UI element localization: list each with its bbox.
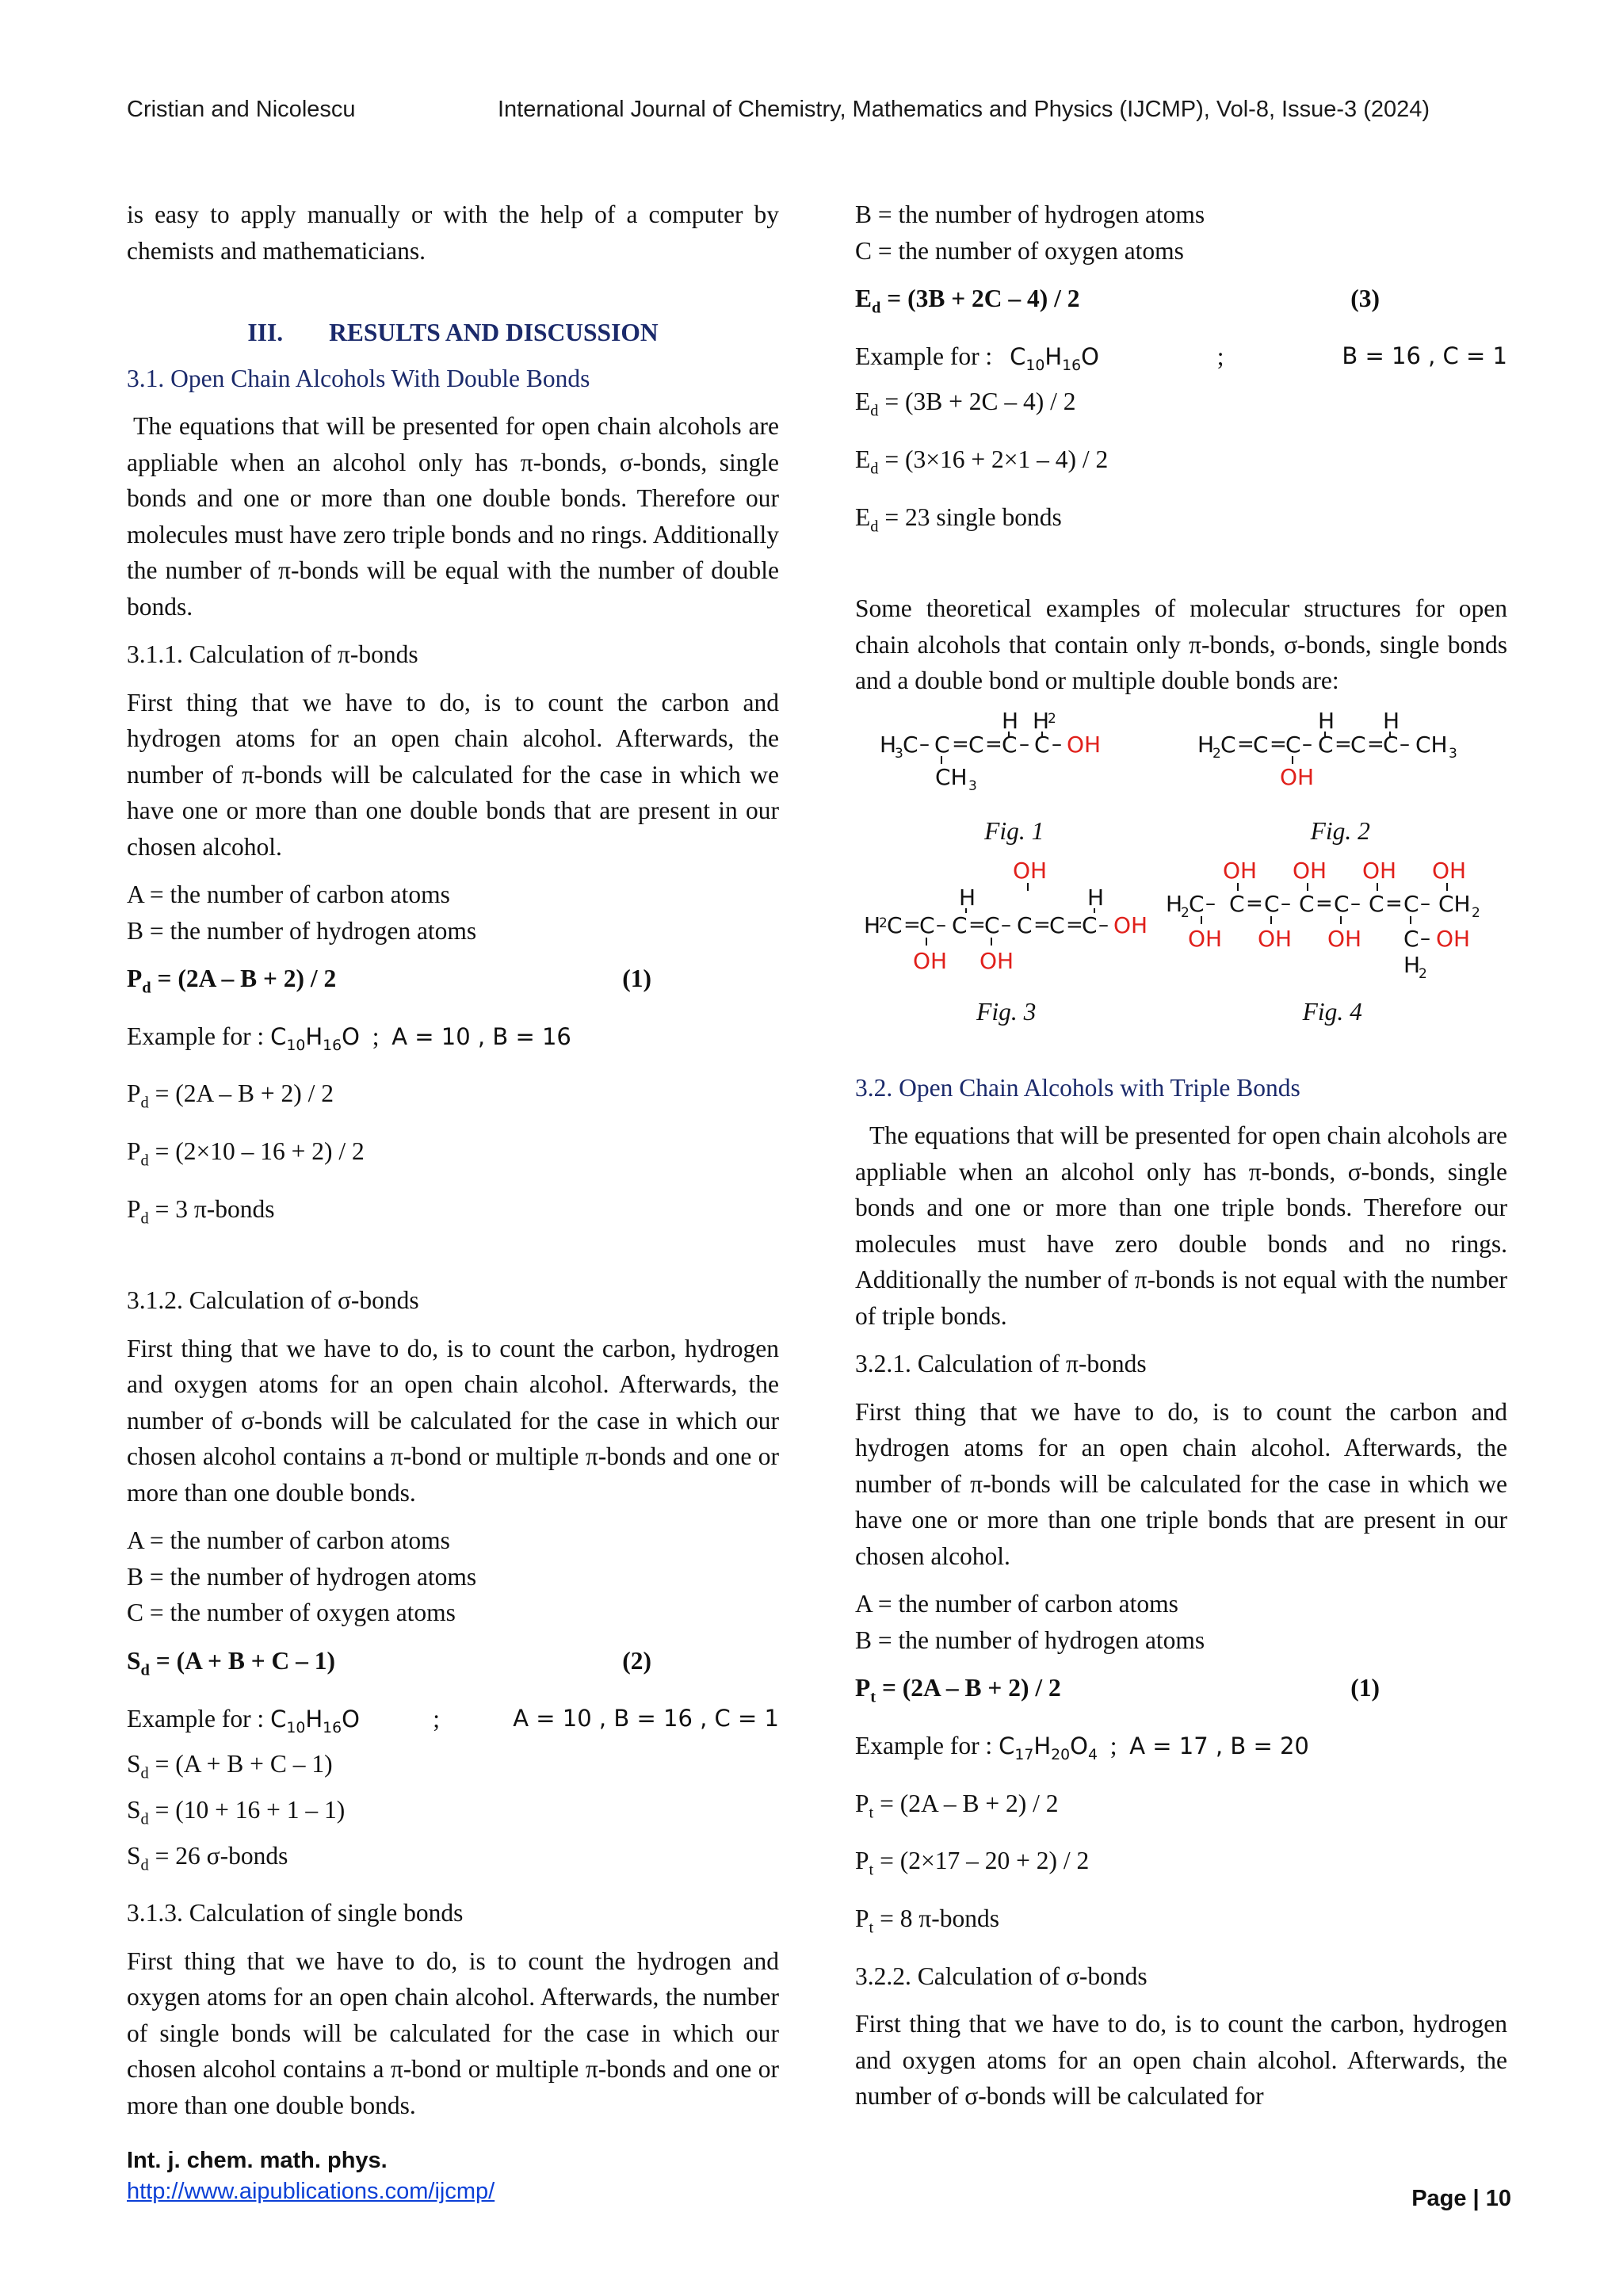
svg-text:OH: OH	[1066, 731, 1101, 758]
structure-fig-4	[1166, 858, 1499, 984]
svg-text:–: –	[1420, 926, 1431, 950]
caption-fig-4: Fig. 4	[1302, 998, 1362, 1026]
svg-text:H: H	[1318, 708, 1335, 734]
svg-text:C: C	[1403, 890, 1419, 917]
svg-text:OH: OH	[1188, 925, 1223, 952]
r-definition-b: B = the number of hydrogen atoms	[855, 201, 1205, 228]
svg-text:–: –	[1051, 732, 1062, 756]
svg-text:–: –	[1302, 732, 1313, 756]
definition-b-2: B = the number of hydrogen atoms	[127, 1562, 477, 1591]
svg-text:2: 2	[878, 915, 888, 931]
svg-text:–: –	[1098, 912, 1109, 937]
svg-text:C: C	[934, 731, 950, 758]
page-footer	[127, 2148, 1511, 2211]
svg-text:–: –	[918, 732, 930, 756]
svg-text:H: H	[1166, 890, 1183, 917]
svg-text:C: C	[1383, 731, 1399, 758]
paragraph-3-1-3: First thing that we have to do, is to count the hydrogen and oxygen atoms for an open chain alcohol. Afterwards, the number of single bonds will be calculated for the case in which our chosen alcohol contains a π-bond or multiple π-bonds and one or more than one double bonds.	[127, 1946, 779, 2119]
sd-step-2: $S_d = (10 + 16 + 1 - 1)$	[127, 1795, 346, 1828]
svg-text:OH: OH	[912, 947, 947, 974]
definition-a: A = the number of carbon atoms	[127, 881, 450, 908]
svg-text:H: H	[879, 731, 896, 758]
figure-4	[1166, 858, 1499, 1030]
svg-text:OH: OH	[1113, 911, 1148, 938]
svg-text:H: H	[1403, 951, 1421, 978]
svg-text:C: C	[1318, 731, 1334, 758]
subsection-3-2-1-title: 3.2.1. Calculation of π-bonds	[855, 1350, 1147, 1378]
svg-text:C: C	[902, 731, 918, 758]
svg-text:OH: OH	[1436, 925, 1471, 952]
definition-c: C = the number of oxygen atoms	[127, 1599, 456, 1627]
ed-step-3: $E_d = 23$ single bonds	[855, 502, 1062, 535]
figure-row-1	[855, 709, 1507, 850]
example-1: Example for : $C_{10}H_{16}O$ ; A = 10 , B = 16	[127, 1022, 571, 1054]
svg-text:OH: OH	[1223, 857, 1258, 884]
running-header-journal: International Journal of Chemistry, Mathematics and Physics (IJCMP), Vol-8, Issue-3 (2024)	[498, 97, 1430, 122]
svg-text:C: C	[1403, 925, 1419, 952]
caption-fig-1: Fig. 1	[984, 817, 1044, 846]
svg-text:=: =	[1270, 732, 1288, 756]
svg-text:C: C	[1001, 731, 1018, 758]
svg-text:C: C	[1299, 890, 1315, 917]
subsection-3-1-1-title: 3.1.1. Calculation of π-bonds	[127, 640, 418, 668]
running-header-authors: Cristian and Nicolescu	[127, 97, 356, 122]
svg-text:2: 2	[1419, 965, 1428, 982]
svg-text:C: C	[1033, 731, 1050, 758]
svg-text:C: C	[1350, 731, 1366, 758]
equation-3: $E_d = (3B + 2C - 4) / 2$ (3)	[855, 285, 1380, 317]
equation-2: $S_d = (A + B + C - 1)$ (2)	[127, 1646, 651, 1679]
structure-fig-2	[1197, 709, 1483, 804]
svg-text:OH: OH	[1293, 857, 1327, 884]
svg-text:=: =	[951, 732, 969, 756]
subsection-3-2-title: 3.2. Open Chain Alcohols with Triple Bonds	[855, 1073, 1300, 1102]
ed-step-1: $E_d = (3B + 2C - 4) / 2$	[855, 388, 1076, 420]
example-2: Example for : $C_{10}H_{16}O$ ; A = 10 , B = 16 , C = 1	[127, 1704, 779, 1736]
svg-text:=: =	[1335, 732, 1353, 756]
subsection-3-1-2-title: 3.1.2. Calculation of σ-bonds	[127, 1286, 419, 1315]
paragraph-3-1-2: First thing that we have to do, is to count the carbon, hydrogen and oxygen atoms for an open chain alcohol. Afterwards, the number of σ-bonds will be calculated for the case in which our chosen alcohol contains a π-bond or multiple π-bonds and one or more than one double bonds.	[127, 1334, 779, 1507]
svg-text:C: C	[1334, 890, 1350, 917]
pd-step-3: $P_d = 3$ π-bonds	[127, 1194, 275, 1227]
equation-1: $P_d = (2A - B + 2) / 2$ (1)	[127, 965, 651, 997]
svg-text:H: H	[1001, 708, 1018, 734]
svg-text:C: C	[983, 911, 1000, 938]
svg-text:–: –	[1000, 912, 1011, 937]
page-number: Page | 10	[1411, 2186, 1511, 2211]
r-definition-b-2: B = the number of hydrogen atoms	[855, 1626, 1205, 1654]
svg-text:2: 2	[1181, 904, 1190, 921]
figure-3	[864, 858, 1149, 1030]
svg-text:–: –	[1205, 891, 1216, 915]
svg-text:=: =	[1316, 891, 1334, 915]
svg-text:=: =	[1385, 891, 1403, 915]
svg-text:C: C	[1081, 911, 1098, 938]
svg-text:CH: CH	[1438, 890, 1471, 917]
svg-text:OH: OH	[1327, 925, 1362, 952]
svg-text:C: C	[951, 911, 968, 938]
svg-text:–: –	[1281, 891, 1292, 915]
svg-text:=: =	[1367, 732, 1385, 756]
svg-text:–: –	[1018, 732, 1029, 756]
svg-text:C: C	[1264, 890, 1280, 917]
svg-text:OH: OH	[979, 947, 1014, 974]
ed-step-2: $E_d = (3\times 16 + 2\times 1 - 4) / 2$	[855, 445, 1109, 478]
svg-text:H: H	[1383, 708, 1400, 734]
pd-step-1: $P_d = (2A - B + 2) / 2$	[127, 1079, 334, 1112]
svg-text:3: 3	[1449, 745, 1458, 762]
paragraph-3-2-2: First thing that we have to do, is to count the carbon, hydrogen and oxygen atoms for an open chain alcohol. Afterwards, the number of σ-bonds will be calculated for	[855, 2010, 1507, 2111]
svg-text:CH: CH	[1415, 731, 1448, 758]
figure-row-2	[855, 858, 1507, 1030]
svg-text:C: C	[1285, 731, 1301, 758]
section-heading: III. RESULTS AND DISCUSSION	[247, 319, 659, 346]
svg-text:=: =	[1033, 912, 1051, 937]
svg-text:H: H	[958, 884, 976, 911]
left-column	[127, 197, 779, 2123]
right-column	[855, 197, 1507, 2115]
svg-text:C: C	[1189, 890, 1205, 917]
svg-text:–: –	[935, 912, 946, 937]
paragraph-3-1-1: First thing that we have to do, is to count the carbon and hydrogen atoms for an open chain alcohol. Afterwards, the number of π-bonds will be calculated for the case in which we have one or more than one double bonds that are present in our chosen alcohol.	[127, 688, 779, 861]
svg-text:CH: CH	[934, 763, 968, 790]
structure-fig-1	[880, 709, 1149, 804]
svg-text:2: 2	[1212, 745, 1222, 762]
svg-text:OH: OH	[1432, 857, 1467, 884]
svg-text:2: 2	[1047, 710, 1056, 727]
svg-text:C: C	[918, 911, 935, 938]
svg-text:OH: OH	[1012, 857, 1047, 884]
svg-text:C: C	[1016, 911, 1033, 938]
svg-text:=: =	[984, 732, 1002, 756]
paragraph-3-1: The equations that will be presented for open chain alcohols are appliable when an alcohol only has π-bonds, σ-bonds, single bonds and one or more than one double bonds. Therefore our molecules must have zero triple bonds and no rings. Additionally the number of π-bonds will be equal with the number of double bonds.	[127, 412, 779, 621]
pt-step-1: $P_t = (2A - B + 2) / 2$	[855, 1789, 1059, 1821]
pt-step-3: $P_t = 8$ π-bonds	[855, 1904, 1000, 1937]
examples-paragraph: Some theoretical examples of molecular structures for open chain alcohols that contain only π-bonds, σ-bonds, single bonds and a double bond or multiple double bonds are:	[855, 594, 1507, 695]
r-definition-c: C = the number of oxygen atoms	[855, 236, 1184, 265]
svg-text:–: –	[1400, 732, 1411, 756]
svg-text:=: =	[903, 912, 921, 937]
definition-a-2: A = the number of carbon atoms	[127, 1526, 450, 1555]
svg-text:3: 3	[968, 777, 977, 794]
subsection-3-2-2-title: 3.2.2. Calculation of σ-bonds	[855, 1962, 1148, 1990]
caption-fig-3: Fig. 3	[976, 998, 1037, 1026]
svg-text:OH: OH	[1362, 857, 1397, 884]
svg-text:OH: OH	[1258, 925, 1293, 952]
example-3: Example for : $C_{10}H_{16}O$ ; B = 16 , C = 1	[855, 342, 1507, 374]
footer-journal: Int. j. chem. math. phys.	[127, 2148, 388, 2173]
svg-text:C: C	[1048, 911, 1065, 938]
svg-text:H: H	[863, 911, 880, 938]
svg-text:C: C	[1369, 890, 1384, 917]
figure-1	[880, 709, 1149, 850]
pt-step-2: $P_t = (2\times 17 - 20 + 2) / 2$	[855, 1847, 1090, 1879]
svg-text:OH: OH	[1280, 763, 1315, 790]
svg-text:=: =	[968, 912, 986, 937]
pd-step-2: $P_d = (2\times 10 - 16 + 2) / 2$	[127, 1137, 365, 1170]
svg-text:3: 3	[894, 745, 903, 762]
svg-text:H: H	[1032, 708, 1049, 734]
subsection-3-1-3-title: 3.1.3. Calculation of single bonds	[127, 1899, 464, 1927]
svg-text:H: H	[1086, 884, 1104, 911]
paragraph-3-2: The equations that will be presented for open chain alcohols are appliable when an alcohol only has π-bonds, σ-bonds, single bonds and one or more than one triple bonds. Therefore our molecules must have zero double bonds and no rings. Additionally the number of π-bonds is not equal with the number of triple bonds.	[855, 1121, 1507, 1330]
equation-4: $P_t = (2A - B + 2) / 2$ (1)	[855, 1674, 1380, 1706]
svg-text:C: C	[1220, 731, 1236, 758]
svg-text:=: =	[1246, 891, 1264, 915]
example-4: Example for : $C_{17}H_{20}O_4$ ; A = 17 , B = 20	[855, 1732, 1309, 1764]
svg-text:–: –	[1350, 891, 1361, 915]
subsection-3-1-title: 3.1. Open Chain Alcohols With Double Bonds	[127, 364, 590, 392]
svg-text:C: C	[886, 911, 903, 938]
definition-b: B = the number of hydrogen atoms	[127, 916, 477, 945]
r-definition-a: A = the number of carbon atoms	[855, 1590, 1178, 1618]
figure-2	[1197, 709, 1483, 850]
footer-link[interactable]: http://www.aipublications.com/ijcmp/	[127, 2179, 495, 2204]
structure-fig-3	[864, 858, 1149, 984]
svg-text:C: C	[968, 731, 984, 758]
intro-paragraph: is easy to apply manually or with the help of a computer by chemists and mathematicians.	[127, 201, 779, 265]
svg-text:–: –	[1420, 891, 1431, 915]
svg-text:=: =	[1065, 912, 1083, 937]
sd-step-1: $S_d = (A + B + C - 1)$	[127, 1750, 333, 1782]
paragraph-3-2-1: First thing that we have to do, is to count the carbon and hydrogen atoms for an open chain alcohol. Afterwards, the number of π-bonds will be calculated for the case in which we have one or more than one triple bonds that are present in our chosen alcohol.	[855, 1397, 1507, 1570]
sd-step-3: $S_d = 26$ σ-bonds	[127, 1841, 288, 1874]
svg-text:C: C	[1229, 890, 1245, 917]
svg-text:H: H	[1197, 731, 1215, 758]
svg-text:C: C	[1253, 731, 1269, 758]
svg-text:=: =	[1237, 732, 1255, 756]
caption-fig-2: Fig. 2	[1310, 817, 1370, 846]
svg-text:2: 2	[1472, 904, 1481, 921]
